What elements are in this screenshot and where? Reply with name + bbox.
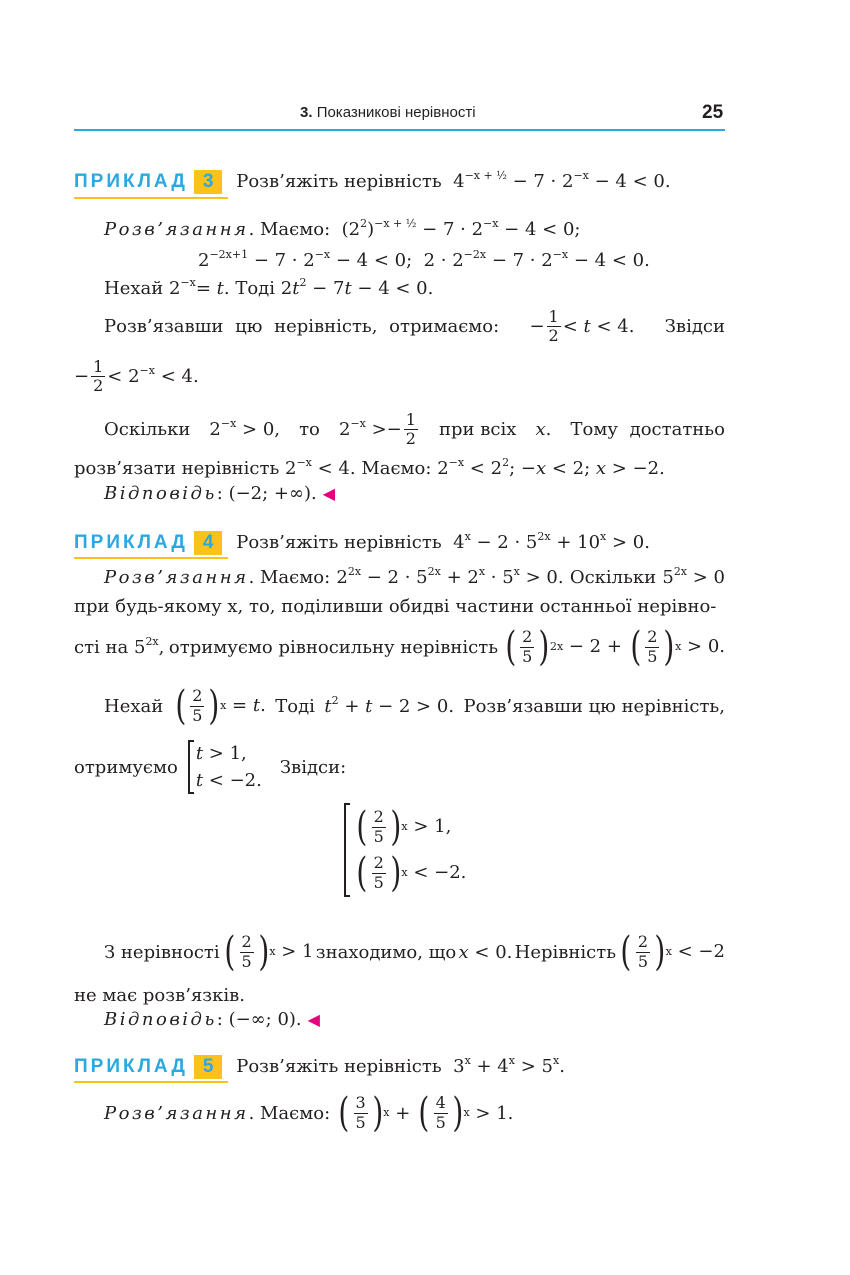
task-text: Розв’яжіть нерівність bbox=[236, 171, 442, 192]
answer-line: Відповідь: (−2; +∞). ◀ bbox=[104, 483, 336, 504]
example-4-heading bbox=[74, 531, 650, 555]
text-line: отримуємо t > 1, t < −2. Звідси: bbox=[74, 740, 346, 794]
example-label: ПРИКЛАД bbox=[74, 1056, 188, 1077]
example-number: 5 bbox=[194, 1055, 223, 1079]
formula: $4^{-x + \frac{1}{2}} - 7 \cdot 2^{-x} - 4 < 0$. bbox=[447, 169, 671, 192]
example-label: ПРИКЛАД bbox=[74, 171, 188, 192]
text-line: Розв’язавши цю нерівність, отримаємо: − $\frac{1}{2}$ < t < 4. Звідси bbox=[104, 307, 725, 346]
end-marker-icon: ◀ bbox=[322, 484, 336, 503]
formula: $2^{-2x+1} - 7 \cdot 2^{-x} - 4 < 0$; $2 \cdot 2^{-2x} - 7 \cdot 2^{-x} - 4 < 0$. bbox=[198, 248, 650, 271]
text-line: Нехай ( $\frac{2}{5}$ ) x = t. Тоді $t^2 + t - 2 > 0$. Розв’язавши цю нерівність, bbox=[104, 683, 725, 729]
example-3-heading bbox=[74, 170, 671, 194]
page-number: 25 bbox=[702, 102, 724, 123]
text-line: Оскільки $2^{-x} > 0$, то $2^{-x}$ >− $\frac{1}{2}$ при всіх x. Тому достатньо bbox=[104, 410, 725, 449]
answer-line: Відповідь: (−∞; 0). ◀ bbox=[104, 1009, 320, 1030]
chapter-number: 3. bbox=[300, 104, 313, 121]
text-line: Нехай $2^{-x}= t$. Тоді $2t^2 - 7t - 4 < 0$. bbox=[104, 276, 434, 299]
solution-line: Розв’язання . Маємо: ( $\frac{3}{5}$ ) x + ( $\frac{4}{5}$ ) x > 1. bbox=[104, 1090, 514, 1136]
solution-label: Розв’язання bbox=[104, 219, 249, 240]
example-number: 3 bbox=[194, 170, 223, 194]
example-number: 4 bbox=[194, 531, 223, 555]
formula: $4^x - 2 \cdot 5^{2x} + 10^x > 0$. bbox=[447, 530, 650, 553]
header-rule bbox=[74, 129, 725, 131]
formula: − $\frac{1}{2}$ < $2^{-x} < 4$. bbox=[74, 357, 199, 396]
formula: $3^x + 4^x > 5^x$. bbox=[447, 1054, 565, 1077]
text-line: при будь-якому x, то, поділивши обидві частини останньої нерівно- bbox=[74, 596, 717, 617]
formula bbox=[344, 803, 466, 897]
system-bracket: t > 1, t < −2. bbox=[188, 740, 262, 794]
system-bracket: ( $\frac{2}{5}$ ) x > 1, ( $\frac{2}{5}$ ) x < −2. bbox=[344, 803, 466, 897]
solution-line: Розв’язання. Маємо: $(2^2)^{-x + \frac{1}{2}} - 7 \cdot 2^{-x} - 4 < 0$; bbox=[104, 217, 581, 240]
heading-underline bbox=[74, 557, 228, 559]
answer-value: (−2; +∞). bbox=[228, 483, 317, 504]
heading-underline bbox=[74, 197, 228, 199]
answer-label: Відповідь bbox=[104, 483, 217, 504]
answer-value: (−∞; 0). bbox=[228, 1009, 302, 1030]
formula: $(2^2)^{-x + \frac{1}{2}} - 7 \cdot 2^{-x} - 4 < 0$; bbox=[335, 217, 581, 240]
heading-underline bbox=[74, 1081, 228, 1083]
text-line: не має розв’язків. bbox=[74, 985, 245, 1006]
chapter-title: Показникові нерівності bbox=[316, 104, 476, 121]
text-line: розв’язати нерівність $2^{-x} < 4$. Маємо: $2^{-x} < 2^2$; −x < 2; x > −2. bbox=[74, 456, 665, 479]
solution-line: Розв’язання. Маємо: $2^{2x} - 2 \cdot 5^{2x} + 2^x \cdot 5^x > 0$. Оскільки $5^{2x} > 0$ bbox=[104, 565, 725, 588]
solution-label: Розв’язання bbox=[104, 567, 249, 588]
end-marker-icon: ◀ bbox=[307, 1010, 320, 1029]
task-text: Розв’яжіть нерівність bbox=[236, 532, 442, 553]
solution-label: Розв’язання bbox=[104, 1102, 249, 1124]
text-line: З нерівності ( $\frac{2}{5}$ ) x > 1 знаходимо, що x < 0. Нерівність ( $\frac{2}{5}$ ) x < −2 bbox=[104, 929, 725, 975]
text-line: сті на $5^{2x}$, отримуємо рівносильну нерівність ( $\frac{2}{5}$ ) 2x − 2 + ( $\frac{2}{5}$ ) x > 0. bbox=[74, 624, 725, 670]
task-text: Розв’яжіть нерівність bbox=[236, 1056, 442, 1077]
answer-label: Відповідь bbox=[104, 1009, 217, 1030]
example-5-heading bbox=[74, 1055, 565, 1079]
example-label: ПРИКЛАД bbox=[74, 532, 188, 553]
